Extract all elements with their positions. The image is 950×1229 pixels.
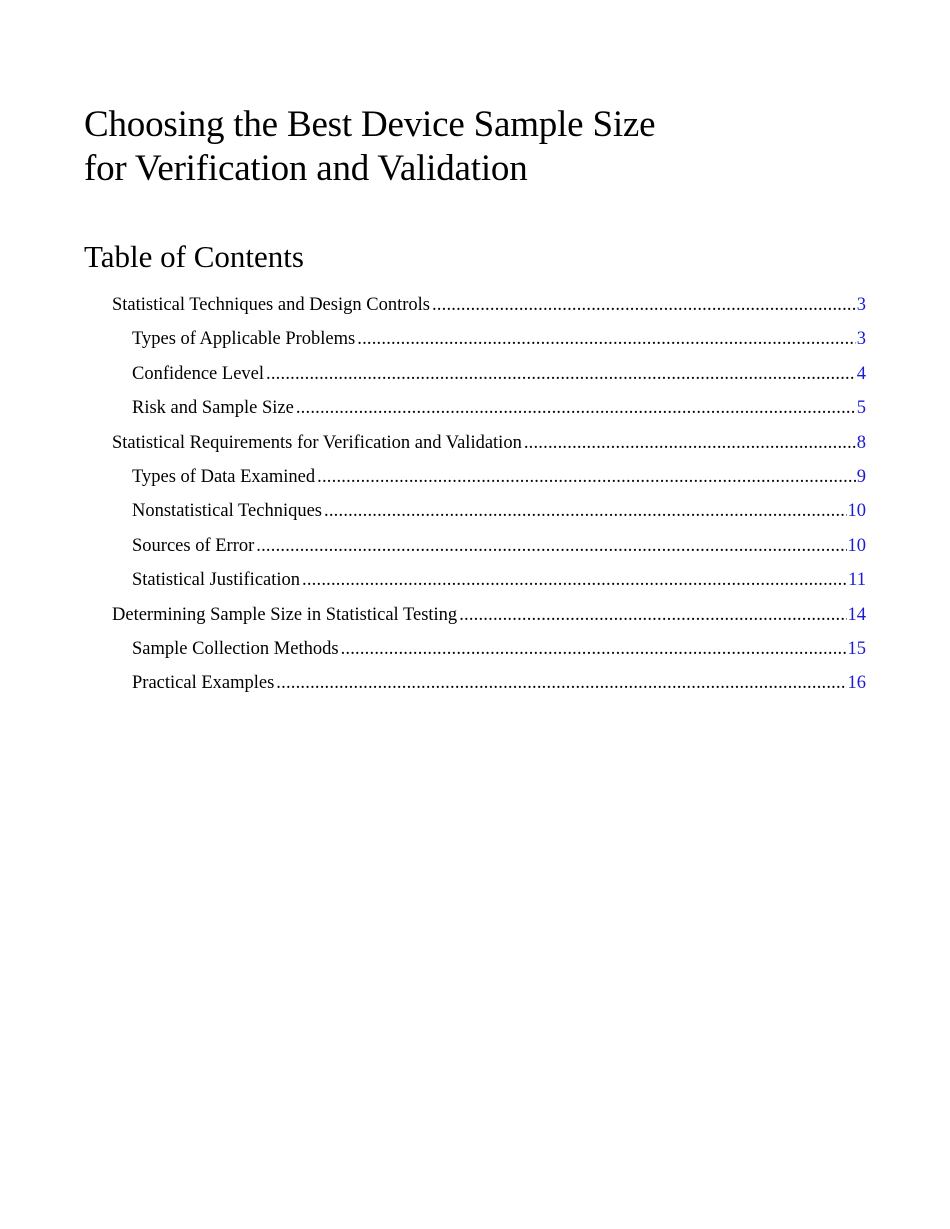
toc-entry-title: Practical Examples — [132, 673, 275, 694]
toc-heading: Table of Contents — [84, 239, 304, 274]
toc-entry-title: Statistical Requirements for Verification and Validation — [112, 432, 522, 453]
toc-page-number: 8 — [856, 432, 866, 453]
toc-entry-title: Statistical Justification — [132, 570, 301, 591]
toc-page-number: 3 — [856, 295, 866, 315]
toc-entry[interactable] — [132, 460, 866, 494]
document-title — [84, 103, 884, 191]
toc-dot-leader — [256, 534, 846, 558]
toc-page-number: 10 — [847, 501, 866, 522]
table-of-contents — [0, 288, 950, 701]
toc-page-number: 10 — [847, 535, 866, 556]
toc-page-number: 9 — [856, 466, 866, 487]
toc-entry-title: Sample Collection Methods — [132, 638, 339, 659]
toc-entry-title: Nonstatistical Techniques — [132, 501, 323, 522]
document-title-line: Choosing the Best Device Sample Size — [84, 104, 656, 145]
toc-page-number: 3 — [856, 329, 866, 350]
toc-entry[interactable] — [132, 666, 866, 700]
toc-dot-leader — [324, 499, 846, 523]
toc-entry[interactable] — [132, 391, 866, 425]
toc-entry[interactable] — [132, 322, 866, 356]
toc-dot-leader — [276, 671, 846, 695]
toc-dot-leader — [459, 603, 846, 627]
toc-dot-leader — [266, 362, 856, 386]
toc-entry-title: Risk and Sample Size — [132, 398, 294, 419]
toc-entry-title: Types of Applicable Problems — [132, 329, 356, 350]
toc-entry[interactable] — [132, 494, 866, 528]
toc-entry[interactable] — [132, 357, 866, 391]
toc-dot-leader — [317, 465, 856, 489]
toc-dot-leader — [357, 327, 856, 351]
toc-dot-leader — [524, 431, 856, 455]
toc-entry-title: Sources of Error — [132, 535, 255, 556]
toc-entry[interactable] — [112, 598, 866, 632]
toc-entry[interactable] — [132, 529, 866, 563]
toc-entry[interactable] — [112, 426, 866, 460]
toc-page-number: 11 — [848, 570, 866, 591]
document-title-line: for Verification and Validation — [84, 148, 528, 189]
toc-entry[interactable] — [132, 632, 866, 666]
toc-dot-leader — [341, 637, 847, 661]
toc-entry[interactable] — [132, 563, 866, 597]
toc-page-number: 5 — [856, 398, 866, 419]
toc-page-number: 4 — [856, 363, 866, 384]
toc-page-number: 16 — [847, 673, 866, 694]
toc-page-number: 14 — [847, 604, 866, 625]
toc-entry-title: Confidence Level — [132, 363, 265, 384]
toc-dot-leader — [296, 396, 856, 420]
toc-dot-leader — [302, 568, 847, 592]
toc-entry[interactable] — [112, 288, 866, 322]
toc-entry-title: Types of Data Examined — [132, 466, 316, 487]
toc-page-number: 15 — [847, 638, 866, 659]
toc-dot-leader — [432, 293, 856, 317]
toc-entry-title: Determining Sample Size in Statistical Testing — [112, 604, 458, 625]
toc-entry-title: Statistical Techniques and Design Controls — [112, 295, 430, 315]
